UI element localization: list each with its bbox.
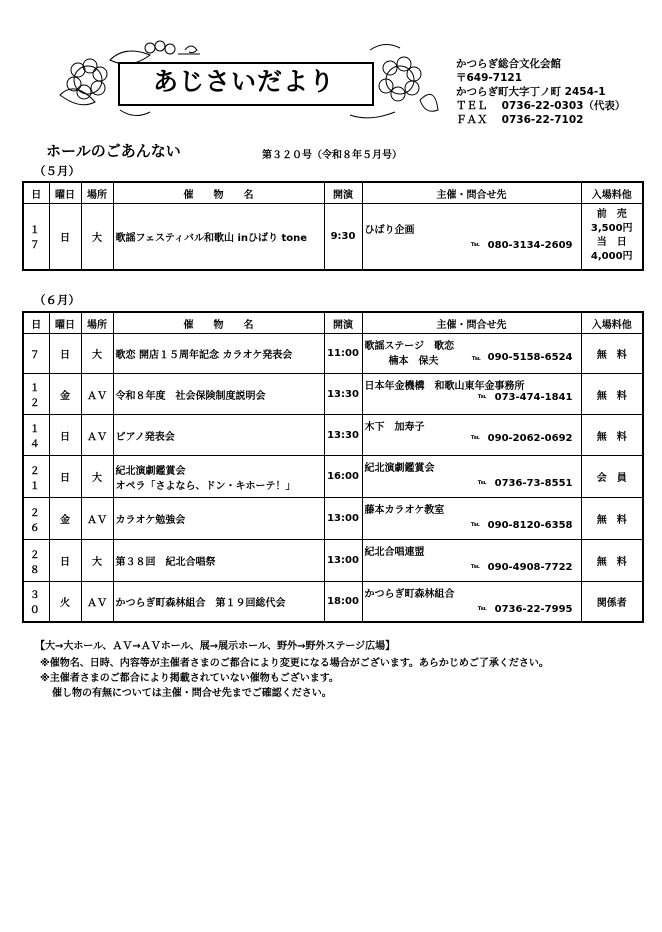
tel-icon: ℡ bbox=[477, 478, 487, 486]
table-row bbox=[23, 374, 643, 415]
tel-icon: ℡ bbox=[470, 520, 480, 528]
organizer-name: 日本年金機構 和歌山東年金事務所 bbox=[364, 381, 525, 392]
table-row bbox=[23, 540, 643, 582]
month-label-may: （５月） bbox=[34, 164, 80, 178]
row-weekday: 火 bbox=[49, 582, 81, 622]
row-fee: 無 料 bbox=[581, 540, 643, 582]
row-start: 18:00 bbox=[324, 582, 362, 622]
organizer-phone-line bbox=[365, 604, 573, 615]
organizer-phone: 090-5158-6524 bbox=[487, 352, 573, 363]
col-venue: 場所 bbox=[81, 182, 113, 204]
organizer-name: 歌謡ステージ 歌恋 bbox=[364, 341, 455, 352]
row-weekday: 日 bbox=[49, 540, 81, 582]
row-organizer bbox=[362, 334, 581, 374]
may-event-table bbox=[22, 181, 644, 271]
organizer-phone: 0736-73-8551 bbox=[494, 478, 573, 489]
tel-icon: ℡ bbox=[470, 433, 480, 441]
row-fee: 無 料 bbox=[581, 374, 643, 415]
event-name: 紀北演劇鑑賞会 bbox=[115, 465, 186, 477]
organizer-phone-line bbox=[365, 240, 573, 251]
event-name: カラオケ勉強会 bbox=[115, 515, 186, 526]
tel-icon: ℡ bbox=[470, 562, 480, 570]
fee-door-price: 4,000円 bbox=[590, 251, 633, 263]
row-organizer bbox=[362, 456, 581, 498]
col-venue: 場所 bbox=[81, 312, 113, 334]
table-row bbox=[23, 334, 643, 374]
row-weekday: 日 bbox=[49, 204, 81, 270]
row-start: 13:30 bbox=[324, 415, 362, 456]
fee-advance-label: 前 売 bbox=[596, 209, 627, 221]
row-venue: 大 bbox=[81, 456, 113, 498]
org-address: かつらぎ町大字丁ノ町 2454-1 bbox=[456, 86, 606, 98]
venue-legend: 【大→大ホール、ＡＶ→ＡＶホール、展→展示ホール、野外→野外ステージ広場】 bbox=[35, 641, 396, 652]
tel-icon: ℡ bbox=[477, 604, 487, 612]
june-event-table bbox=[22, 311, 644, 623]
row-fee: 関係者 bbox=[581, 582, 643, 622]
event-name: ピアノ発表会 bbox=[115, 431, 175, 443]
row-weekday: 金 bbox=[49, 374, 81, 415]
col-start: 開演 bbox=[324, 182, 362, 204]
row-weekday: 日 bbox=[49, 456, 81, 498]
organizer-phone-line bbox=[365, 562, 573, 573]
row-venue: 大 bbox=[81, 540, 113, 582]
row-start: 11:00 bbox=[324, 334, 362, 374]
row-day: ２１ bbox=[23, 456, 49, 498]
row-organizer bbox=[362, 498, 581, 540]
row-day: １２ bbox=[23, 374, 49, 415]
row-event bbox=[113, 204, 324, 270]
row-day: ３０ bbox=[23, 582, 49, 622]
organizer-phone: 080-3134-2609 bbox=[487, 240, 573, 252]
organizer-phone-line bbox=[365, 478, 573, 489]
event-subtitle: オペラ「さよなら、ドン・キホーテ！」 bbox=[115, 480, 296, 492]
organizer-phone-line bbox=[365, 520, 573, 531]
organizer-phone: 090-8120-6358 bbox=[487, 520, 573, 531]
event-name: 歌恋 開店１５周年記念 カラオケ発表会 bbox=[115, 350, 293, 361]
row-event bbox=[113, 456, 324, 498]
row-venue: 大 bbox=[81, 334, 113, 374]
table-row bbox=[23, 204, 643, 270]
row-organizer bbox=[362, 374, 581, 415]
table-row bbox=[23, 582, 643, 622]
col-organizer: 主催・問合せ先 bbox=[362, 312, 581, 334]
col-fee: 入場料他 bbox=[581, 182, 643, 204]
organizer-phone: 073-474-1841 bbox=[494, 392, 573, 403]
row-start: 13:30 bbox=[324, 374, 362, 415]
row-venue: 大 bbox=[81, 204, 113, 270]
organizer-phone: 0736-22-7995 bbox=[494, 604, 573, 615]
org-tel: ＴＥＬ 0736-22-0303（代表） bbox=[456, 100, 626, 112]
row-event bbox=[113, 374, 324, 415]
organizer-name: 紀北演劇鑑賞会 bbox=[364, 463, 435, 474]
tel-icon: ℡ bbox=[471, 354, 481, 362]
note-changes: ※催物名、日時、内容等が主催者さまのご都合により変更になる場合がございます。あらかじめご了承ください。 bbox=[40, 658, 549, 669]
organizer-name: 藤本カラオケ教室 bbox=[364, 505, 445, 516]
row-organizer bbox=[362, 415, 581, 456]
row-fee: 無 料 bbox=[581, 498, 643, 540]
issue-number: 第３２０号（令和８年５月号） bbox=[262, 150, 402, 161]
org-postal: 〒649-7121 bbox=[456, 72, 522, 84]
row-fee: 無 料 bbox=[581, 334, 643, 374]
row-venue: ＡＶ bbox=[81, 374, 113, 415]
row-weekday: 金 bbox=[49, 498, 81, 540]
row-event bbox=[113, 498, 324, 540]
org-name: かつらぎ総合文化会館 bbox=[456, 58, 561, 70]
table-row bbox=[23, 415, 643, 456]
col-day: 日 bbox=[23, 312, 49, 334]
fee-advance-price: 3,500円 bbox=[590, 223, 633, 235]
note-unlisted: ※主催者さまのご都合により掲載されていない催物もございます。 bbox=[40, 673, 339, 684]
row-event bbox=[113, 415, 324, 456]
row-organizer bbox=[362, 204, 581, 270]
row-weekday: 日 bbox=[49, 415, 81, 456]
row-weekday: 日 bbox=[49, 334, 81, 374]
table-header-row bbox=[23, 312, 643, 334]
row-organizer bbox=[362, 540, 581, 582]
table-header-row bbox=[23, 182, 643, 204]
tel-icon: ℡ bbox=[477, 392, 487, 400]
event-name: かつらぎ町森林組合 第１９回総代会 bbox=[115, 597, 286, 609]
row-start: 13:00 bbox=[324, 498, 362, 540]
col-organizer: 主催・問合せ先 bbox=[362, 182, 581, 204]
event-name: 第３８回 紀北合唱祭 bbox=[115, 557, 216, 568]
col-weekday: 曜日 bbox=[49, 312, 81, 334]
organizer-phone: 090-2062-0692 bbox=[487, 433, 573, 444]
organizer-name: 木下 加寿子 bbox=[364, 422, 425, 433]
row-day: ２８ bbox=[23, 540, 49, 582]
month-label-june: （６月） bbox=[34, 293, 80, 307]
organizer-person: 楠本 保夫 bbox=[388, 356, 439, 367]
row-start: 9:30 bbox=[324, 204, 362, 270]
row-venue: ＡＶ bbox=[81, 415, 113, 456]
row-start: 16:00 bbox=[324, 456, 362, 498]
row-day: １４ bbox=[23, 415, 49, 456]
organizer-name: ひばり企画 bbox=[364, 225, 415, 237]
organizer-phone-line bbox=[365, 433, 573, 444]
note-confirm: 催し物の有無については主催・問合せ先までご確認ください。 bbox=[52, 688, 332, 699]
row-fee bbox=[581, 204, 643, 270]
row-event bbox=[113, 540, 324, 582]
tel-icon: ℡ bbox=[470, 240, 480, 249]
col-start: 開演 bbox=[324, 312, 362, 334]
table-row bbox=[23, 456, 643, 498]
table-row bbox=[23, 498, 643, 540]
row-fee: 会 員 bbox=[581, 456, 643, 498]
org-fax: ＦＡＸ 0736-22-7102 bbox=[456, 114, 584, 126]
col-day: 日 bbox=[23, 182, 49, 204]
event-name: 歌謡フェスティバル和歌山 inひばり tone bbox=[115, 232, 308, 244]
row-venue: ＡＶ bbox=[81, 498, 113, 540]
col-weekday: 曜日 bbox=[49, 182, 81, 204]
row-day: １７ bbox=[23, 204, 49, 270]
organizer-name: かつらぎ町森林組合 bbox=[364, 589, 455, 600]
row-event bbox=[113, 334, 324, 374]
page-title: ホールのごあんない bbox=[46, 142, 181, 160]
row-event bbox=[113, 582, 324, 622]
fee-door-label: 当 日 bbox=[596, 237, 627, 249]
row-fee: 無 料 bbox=[581, 415, 643, 456]
newsletter-logo-title: あじさいだより bbox=[152, 67, 335, 96]
organizer-phone-line bbox=[365, 392, 573, 403]
row-day: ２６ bbox=[23, 498, 49, 540]
row-day: ７ bbox=[23, 334, 49, 374]
organizer-phone: 090-4908-7722 bbox=[487, 562, 573, 573]
row-organizer bbox=[362, 582, 581, 622]
event-name: 令和８年度 社会保険制度説明会 bbox=[115, 390, 266, 402]
col-fee: 入場料他 bbox=[581, 312, 643, 334]
row-venue: ＡＶ bbox=[81, 582, 113, 622]
col-event: 催 物 名 bbox=[113, 312, 324, 334]
row-start: 13:00 bbox=[324, 540, 362, 582]
organizer-name: 紀北合唱連盟 bbox=[364, 547, 425, 558]
col-event: 催 物 名 bbox=[113, 182, 324, 204]
organizer-contact-line bbox=[389, 352, 573, 367]
